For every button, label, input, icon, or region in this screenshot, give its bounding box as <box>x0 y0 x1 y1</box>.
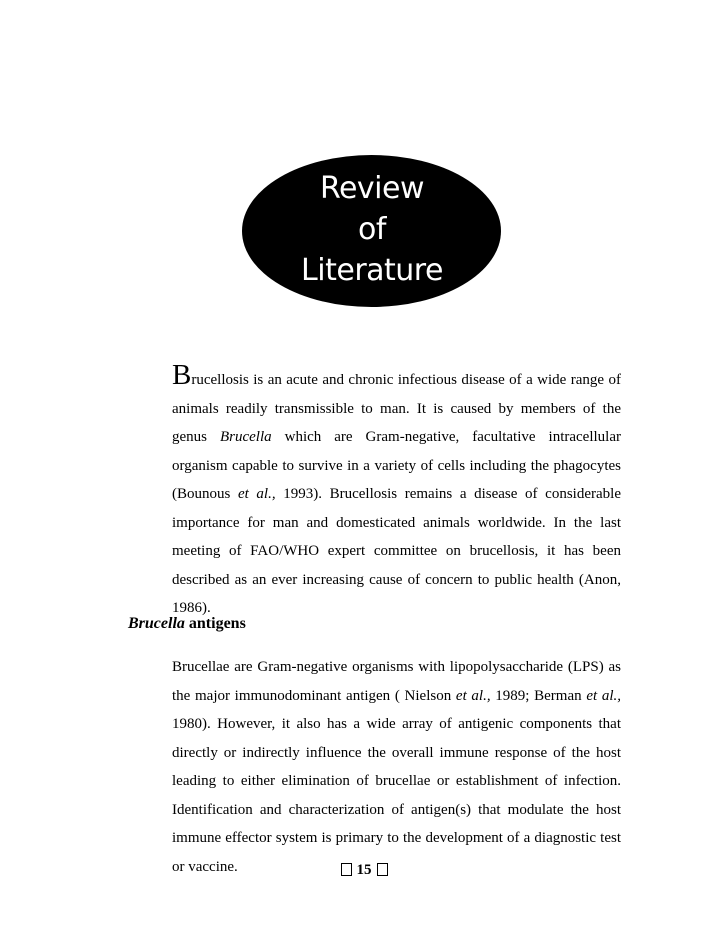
drop-cap: B <box>172 359 192 391</box>
citation-etal: et al., <box>586 687 621 704</box>
intro-paragraph <box>128 361 621 623</box>
body2-text-b: 1989; Berman <box>490 687 587 704</box>
body2-text-a: Brucellae are Gram-negative organisms with lipopolysaccharide (LPS) as the major immunodominant antigen ( Nielson <box>172 659 621 704</box>
section-heading <box>128 615 246 633</box>
section-heading-genus: Brucella <box>128 615 185 632</box>
bracket-right-icon <box>377 863 388 876</box>
page-number-value: 15 <box>356 862 372 878</box>
chapter-title-line2: of <box>358 212 386 247</box>
intro-text-a: rucellosis is an acute and chronic infectious disease of a wide range of animals readily transmissible to man. It is caused by members of the genus <box>172 372 621 445</box>
chapter-title <box>282 168 462 291</box>
antigens-paragraph <box>128 653 621 881</box>
chapter-title-line3: Literature <box>301 253 443 288</box>
body2-text-c: 1980). However, it also has a wide array of antigenic components that directly or indirectly influence the overall immune response of the host leading to either elimination of brucellae or establishment of infection. Identification and characterization of antigen(s) that modulate the host immune effector system is primary to the development of a diagnostic test or vaccine. <box>172 716 621 875</box>
page-number <box>0 862 728 879</box>
section-heading-rest: antigens <box>184 615 246 632</box>
citation-etal: et al., <box>237 486 276 502</box>
chapter-title-line1: Review <box>319 171 425 206</box>
bracket-left-icon <box>341 863 352 876</box>
genus-name: Brucella <box>219 429 272 445</box>
citation-etal: et al., <box>455 687 491 704</box>
intro-text-b: which are Gram-negative, facultative intracellular organism capable to survive in a variety of cells including the phagocytes (Bounous <box>172 429 621 502</box>
intro-text-c: 1993). Brucellosis remains a disease of considerable importance for man and domesticated animals worldwide. In the last meeting of FAO/WHO expert committee on brucellosis, it has been described as an ever increasing cause of concern to public health (Anon, 1986). <box>172 486 621 616</box>
